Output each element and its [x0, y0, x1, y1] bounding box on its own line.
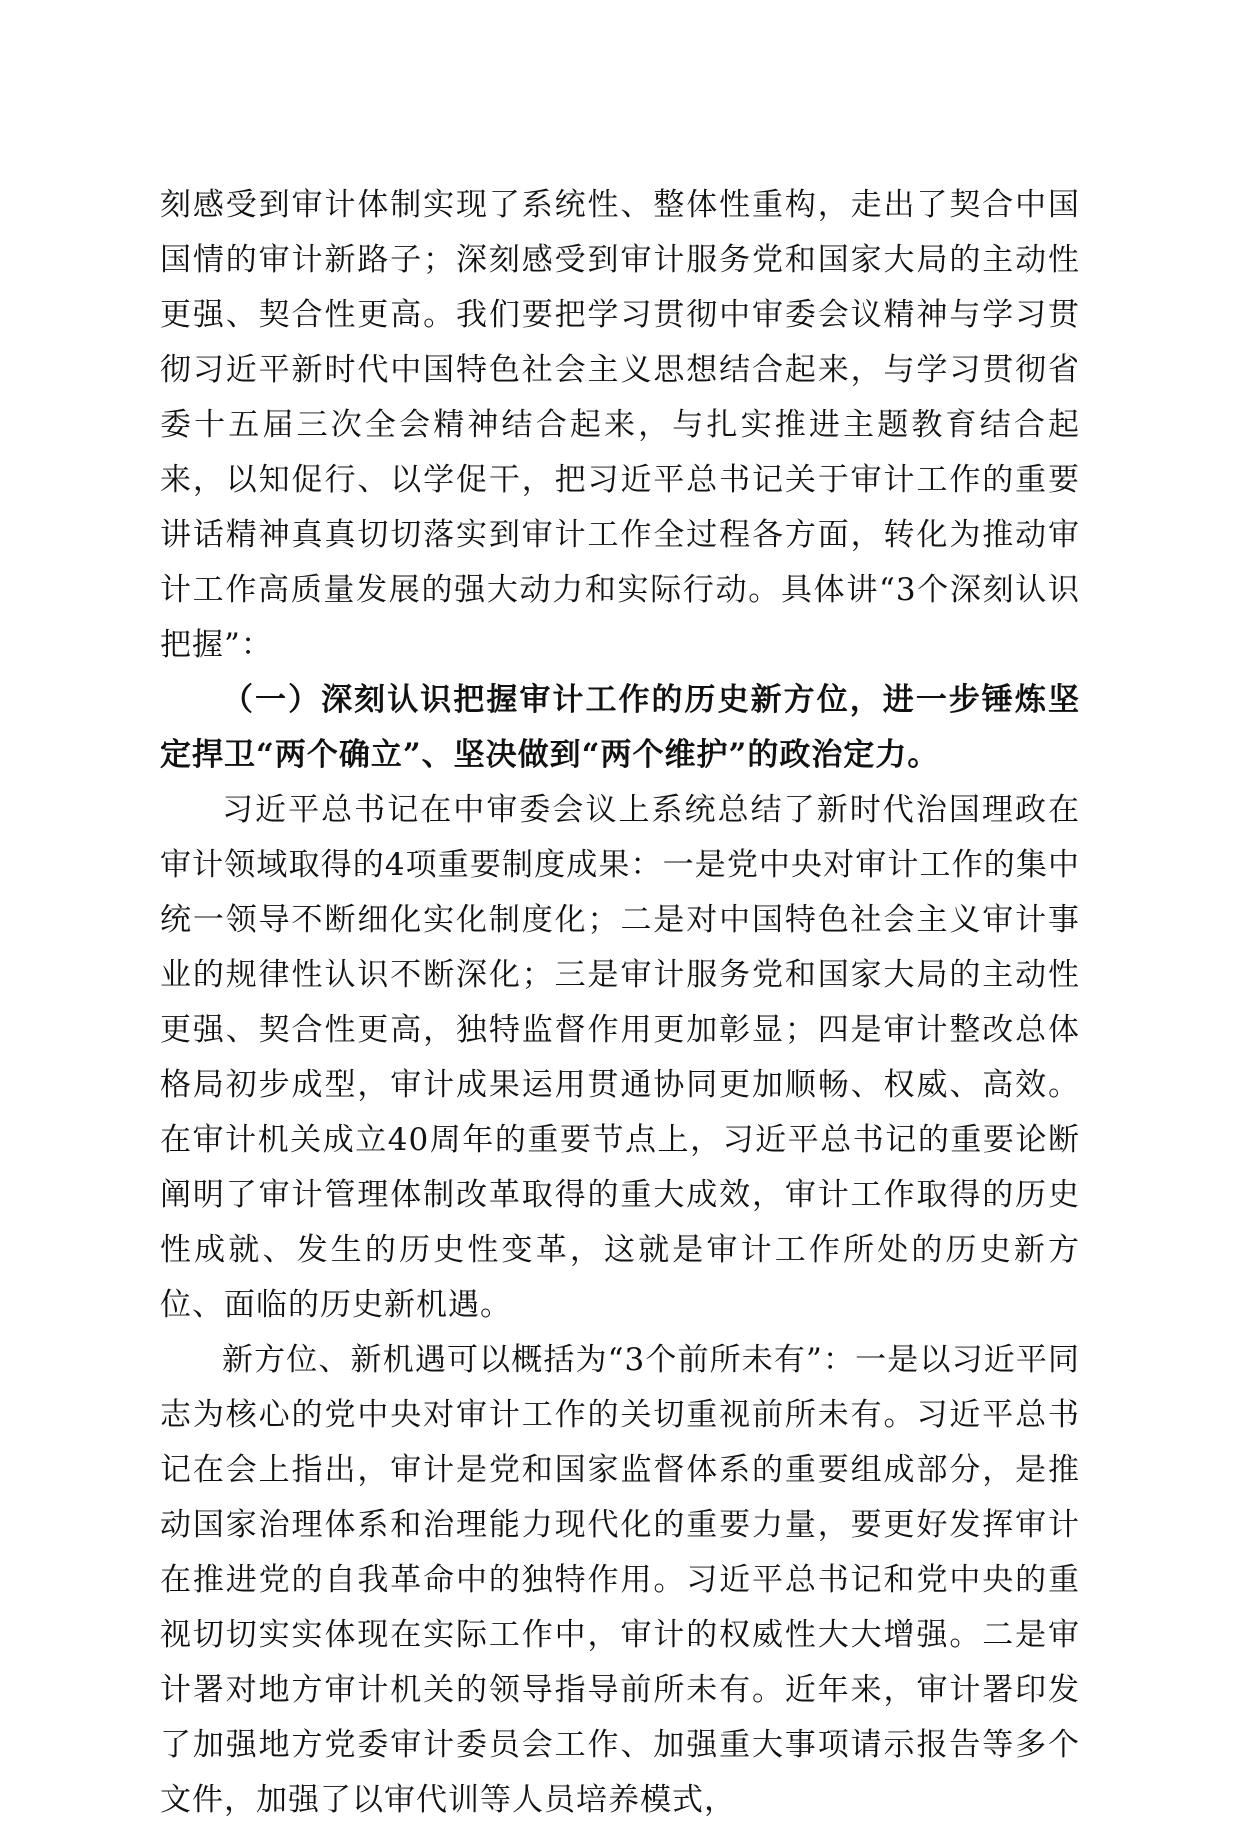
paragraph-three-unprecedented: 新方位、新机遇可以概括为“3个前所未有”：一是以习近平同志为核心的党中央对审计工作的关切重视前所未有。习近平总书记在会上指出，审计是党和国家监督体系的重要组成部分，是推动国家治理体系和治理能力现代化的重要力量，要更好发挥审计在推进党的自我革命中的独特作用。习近平总书记和党中央的重视切切实实体现在实际工作中，审计的权威性大大增强。二是审计署对地方审计机关的领导指导前所未有。近年来，审计署印发了加强地方党委审计委员会工作、加强重大事项请示报告等多个文件，加强了以审代训等人员培养模式， [160, 1342, 1080, 1818]
section-heading-one: （一）深刻认识把握审计工作的历史新方位，进一步锤炼坚定捍卫“两个确立”、坚决做到“两个维护”的政治定力。 [160, 682, 1080, 773]
document-body [160, 178, 1080, 1828]
paragraph-institutional-achievements: 习近平总书记在中审委会议上系统总结了新时代治国理政在审计领域取得的4项重要制度成果：一是党中央对审计工作的集中统一领导不断细化实化制度化；二是对中国特色社会主义审计事业的规律性认识不断深化；三是审计服务党和国家大局的主动性更强、契合性更高，独特监督作用更加彰显；四是审计整改总体格局初步成型，审计成果运用贯通协同更加顺畅、权威、高效。在审计机关成立40周年的重要节点上，习近平总书记的重要论断阐明了审计管理体制改革取得的重大成效，审计工作取得的历史性成就、发生的历史性变革，这就是审计工作所处的历史新方位、面临的历史新机遇。 [160, 792, 1080, 1323]
paragraph-continued-intro: 刻感受到审计体制实现了系统性、整体性重构，走出了契合中国国情的审计新路子；深刻感受到审计服务党和国家大局的主动性更强、契合性更高。我们要把学习贯彻中审委会议精神与学习贯彻习近平新时代中国特色社会主义思想结合起来，与学习贯彻省委十五届三次全会精神结合起来，与扎实推进主题教育结合起来，以知促行、以学促干，把习近平总书记关于审计工作的重要讲话精神真真切切落实到审计工作全过程各方面，转化为推动审计工作高质量发展的强大动力和实际行动。具体讲“3个深刻认识把握”： [160, 187, 1080, 663]
